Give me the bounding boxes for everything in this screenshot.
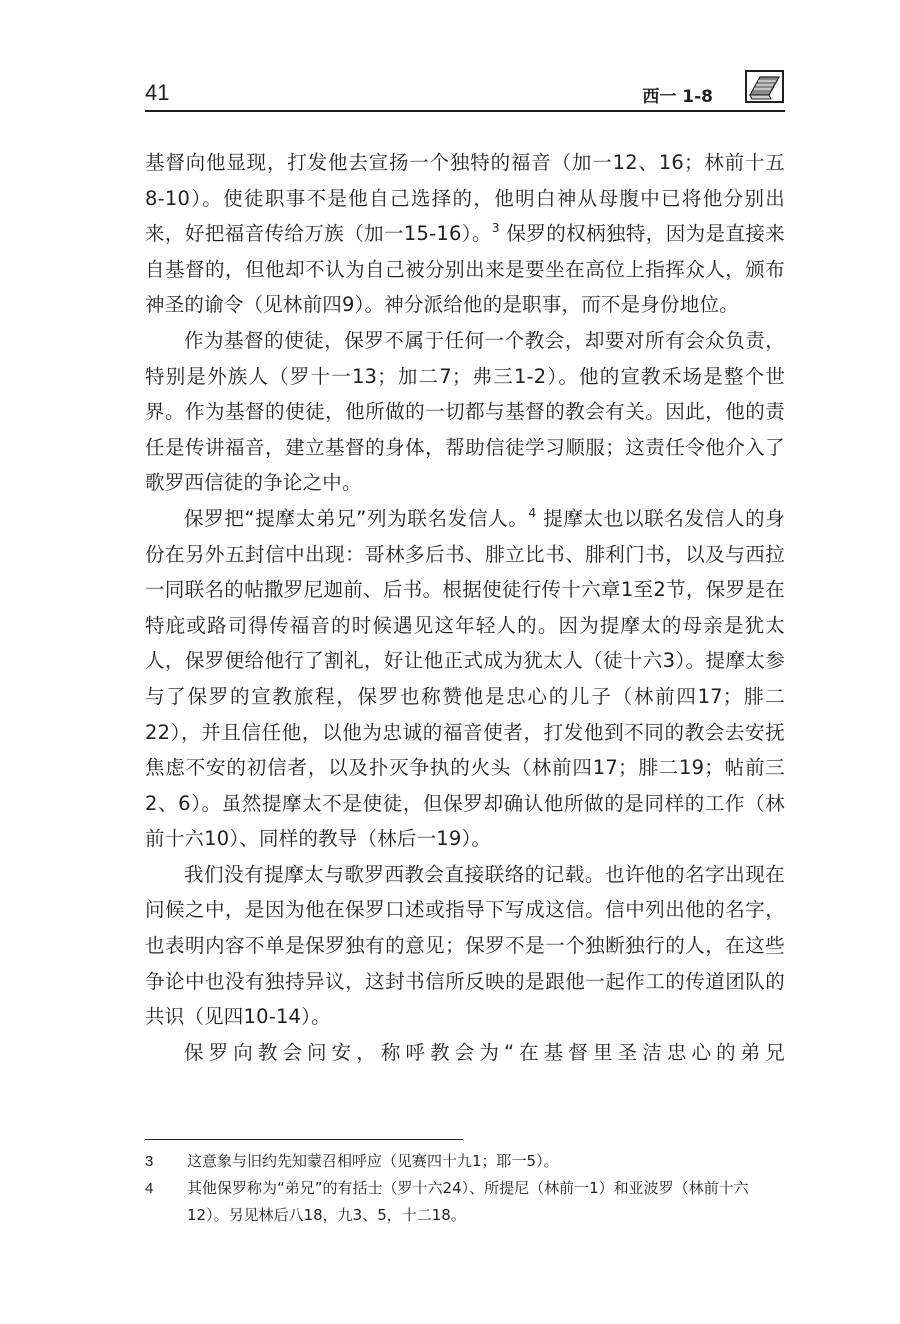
body-text [145,145,785,1070]
running-head: 西一 1-8 [642,87,713,107]
footnote-number: 4 [145,1180,154,1197]
footnote-text: 这意象与旧约先知蒙召相呼应（见赛四十九1；耶一5）。 [187,1152,559,1170]
footnote [145,1148,785,1175]
paragraph-3 [145,501,785,857]
paragraph-1-text-a: 基督向他显现，打发他去宣扬一个独特的福音（加一12、16；林前十五8-10）。使徒职事不是他自己选择的，他明白神从母腹中已将他分别出来，好把福音传给万族（加一15-16）。 [145,151,785,246]
book-icon [745,68,785,104]
footnote-text: 其他保罗称为“弟兄”的有括士（罗十六24）、所提尼（林前一1）和亚波罗（林前十六12）。另见林后八18，九3、5，十二18。 [187,1179,749,1224]
paragraph-2: 作为基督的使徒，保罗不属于任何一个教会，却要对所有会众负责，特别是外族人（罗十一13；加二7；弗三1-2）。他的宣教禾场是整个世界。作为基督的使徒，他所做的一切都与基督的教会有关。因此，他的责任是传讲福音，建立基督的身体，帮助信徒学习顺服；这责任令他介入了歌罗西信徒的争论之中。 [145,328,785,495]
header-rule [145,110,785,112]
paragraph-3-text-b: 提摩太也以联名发信人的身份在另外五封信中出现：哥林多后书、腓立比书、腓利门书，以及与西拉一同联名的帖撒罗尼迦前、后书。根据使徒行传十六章1至2节，保罗是在特庇或路司得传福音的时候遇见这年轻人的。因为提摩太的母亲是犹太人，保罗便给他行了割礼，好让他正式成为犹太人（徒十六3）。提摩太参与了保罗的宣教旅程，保罗也称赞他是忠心的儿子（林前四17；腓二22），并且信任他，以他为忠诚的福音使者，打发他到不同的教会去安抚焦虑不安的初信者，以及扑灭争执的火头（林前四17；腓二19；帖前三2、6）。虽然提摩太不是使徒，但保罗却确认他所做的是同样的工作（林前十六10）、同样的教导（林后一19）。 [145,506,785,851]
paragraph-1-text-b: 保罗的权柄独特，因为是直接来自基督的，但他却不认为自己被分别出来是要坐在高位上指挥众人，颁布神圣的谕令（见林前四9）。神分派给他的是职事，而不是身份地位。 [145,222,785,317]
paragraph-1 [145,145,785,323]
running-header [145,78,785,108]
paragraph-3-text-a: 保罗把“提摩太弟兄”列为联名发信人。 [184,506,529,530]
footnote [145,1175,785,1229]
footnote-ref-3[interactable]: 3 [491,221,500,236]
paragraph-5: 保罗向教会问安，称呼教会为“在基督里圣洁忠心的弟兄 [184,1040,785,1064]
page-number: 41 [145,80,170,105]
footnotes [145,1148,785,1229]
footnote-rule [145,1139,463,1140]
paragraph-4: 我们没有提摩太与歌罗西教会直接联络的记载。也许他的名字出现在问候之中，是因为他在保罗口述或指导下写成这信。信中列出他的名字，也表明内容不单是保罗独有的意见；保罗不是一个独断独行的人，在这些争论中也没有独持异议，这封书信所反映的是跟他一起作工的传道团队的共识（见四10-14）。 [145,862,785,1029]
footnote-number: 3 [145,1153,154,1170]
footnote-ref-4[interactable]: 4 [528,505,537,520]
